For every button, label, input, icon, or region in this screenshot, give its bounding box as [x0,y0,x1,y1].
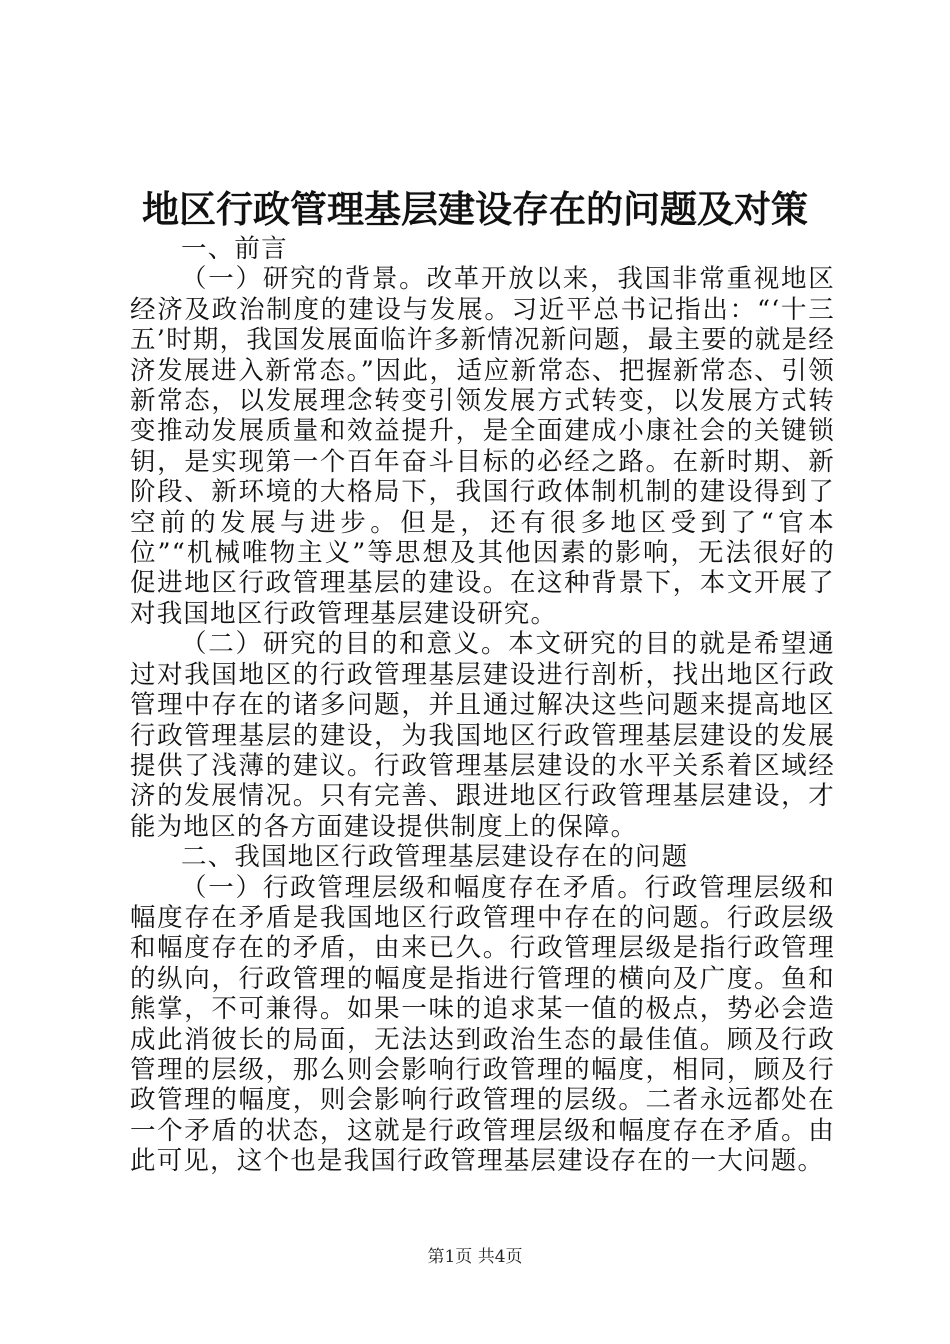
paragraph-research-purpose: （二）研究的目的和意义。本文研究的目的就是希望通过对我国地区的行政管理基层建设进行剖析，找出地区行政管理中存在的诸多问题，并且通过解决这些问题来提高地区行政管理基层的建设，为我国地区行政管理基层建设的发展提供了浅薄的建议。行政管理基层建设的水平关系着区域经济的发展情况。只有完善、跟进地区行政管理基层建设，才能为地区的各方面建设提供制度上的保障。 [130,629,835,842]
document-body [130,234,835,1177]
section-heading-problems: 二、我国地区行政管理基层建设存在的问题 [181,842,689,873]
page-footer: 第1页 共4页 [427,1247,523,1267]
paragraph-research-background: （一）研究的背景。改革开放以来，我国非常重视地区经济及政治制度的建设与发展。习近平总书记指出：“‘十三五’时期，我国发展面临许多新情况新问题，最主要的就是经济发展进入新常态。”因此，适应新常态、把握新常态、引领新常态，以发展理念转变引领发展方式转变，以发展方式转变推动发展质量和效益提升，是全面建成小康社会的关键锁钥，是实现第一个百年奋斗目标的必经之路。在新时期、新阶段、新环境的大格局下，我国行政体制机制的建设得到了空前的发展与进步。但是，还有很多地区受到了“官本位”“机械唯物主义”等思想及其他因素的影响，无法很好的促进地区行政管理基层的建设。在这种背景下，本文开展了对我国地区行政管理基层建设研究。 [130,264,835,629]
paragraph-hierarchy-span-conflict: （一）行政管理层级和幅度存在矛盾。行政管理层级和幅度存在矛盾是我国地区行政管理中存在的问题。行政层级和幅度存在的矛盾，由来已久。行政管理层级是指行政管理的纵向，行政管理的幅度是指进行管理的横向及广度。鱼和熊掌，不可兼得。如果一味的追求某一值的极点，势必会造成此消彼长的局面，无法达到政治生态的最佳值。顾及行政管理的层级，那么则会影响行政管理的幅度，相同，顾及行政管理的幅度，则会影响行政管理的层级。二者永远都处在一个矛盾的状态，这就是行政管理层级和幅度存在矛盾。由此可见，这个也是我国行政管理基层建设存在的一大问题。 [130,872,835,1177]
section-heading-preface: 一、前言 [181,234,288,264]
document-title: 地区行政管理基层建设存在的问题及对策 [142,187,808,231]
